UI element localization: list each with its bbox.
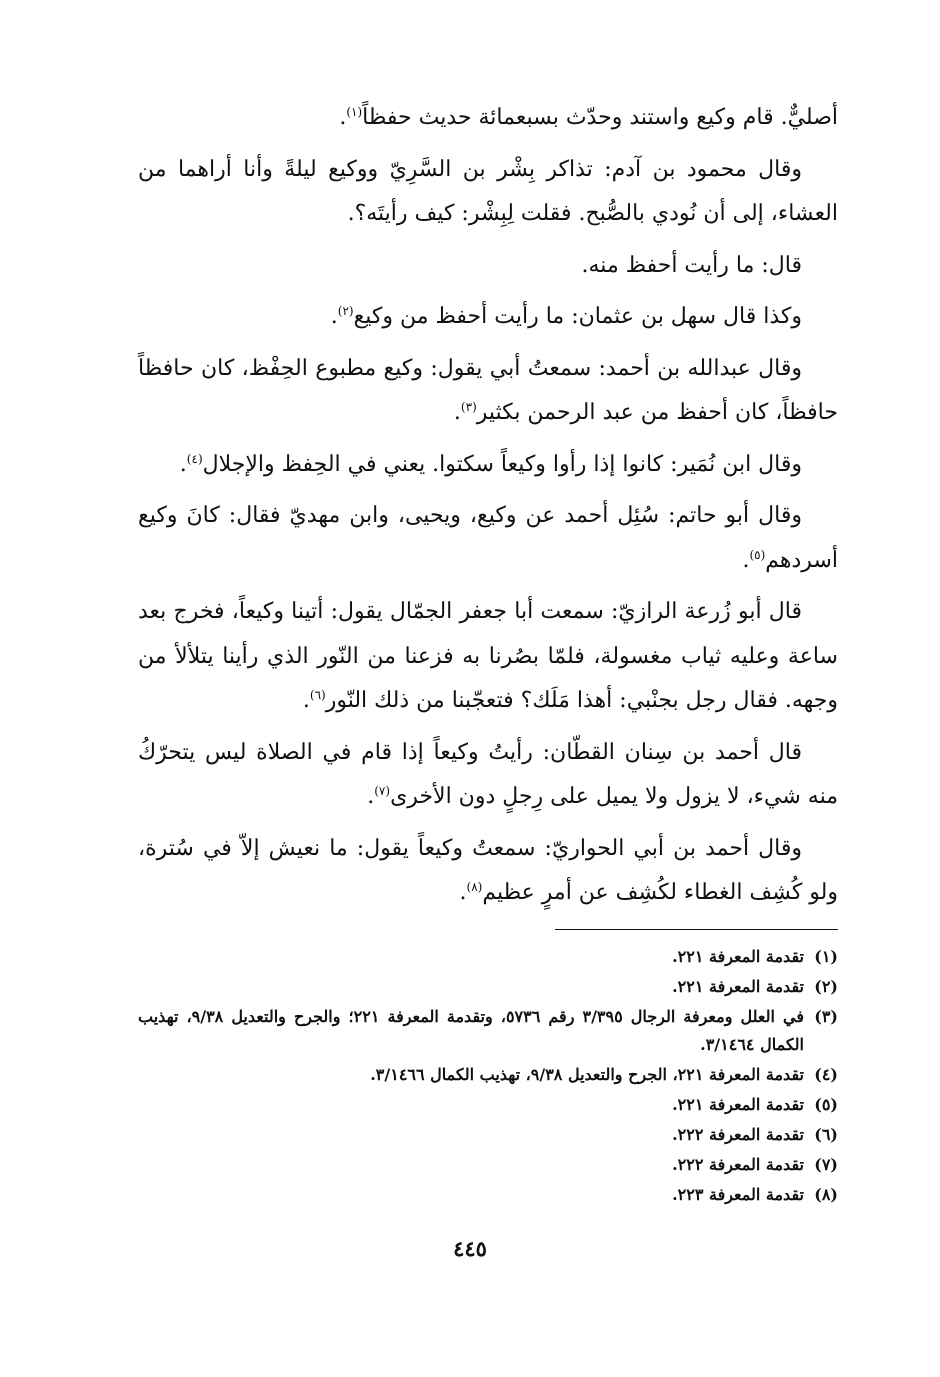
paragraph-text: وقال ابن نُمَير: كانوا إذا رأوا وكيعاً سكتوا. يعني في الحِفظ والإجلال	[202, 451, 802, 477]
footnotes	[138, 943, 838, 1211]
paragraph-end: .	[339, 105, 347, 130]
footnote-item	[138, 943, 838, 971]
footnote-item	[138, 1003, 838, 1059]
paragraph	[138, 295, 838, 340]
footnote-marker: (٨)	[466, 880, 483, 894]
footnote-marker: (٧)	[374, 784, 391, 798]
footnote-item	[138, 1151, 838, 1179]
footnote-number: (٦)	[814, 1125, 838, 1144]
footnote-text: تقدمة المعرفة ٢٢١، الجرح والتعديل ٩/٣٨، تهذيب الكمال ٣/١٤٦٦.	[370, 1065, 804, 1084]
paragraph	[138, 244, 838, 289]
footnote-marker: (١)	[346, 105, 363, 119]
footnote-number: (٢)	[814, 977, 838, 996]
footnote-text: في العلل ومعرفة الرجال ٣/٣٩٥ رقم ٥٧٣٦، وتقدمة المعرفة ٢٢١؛ والجرح والتعديل ٩/٣٨، تهذيب الكمال ٣/١٤٦٤.	[138, 1007, 805, 1054]
footnote-number: (٧)	[814, 1155, 838, 1174]
paragraph	[138, 96, 838, 141]
footnote-marker: (٢)	[337, 304, 354, 318]
paragraph-end: .	[742, 547, 750, 573]
paragraph-text: وقال أحمد بن أبي الحواريّ: سمعتُ وكيعاً يقول: ما نعيش إلاّ في سُترة، ولو كُشِف الغطاء لكُشِف عن أمرٍ عظيم	[138, 835, 838, 905]
footnote-item	[138, 973, 838, 1001]
footnote-text: تقدمة المعرفة ٢٢١.	[672, 947, 804, 966]
footnote-text: تقدمة المعرفة ٢٢٢.	[672, 1125, 804, 1144]
paragraph	[138, 148, 838, 237]
footnote-marker: (٣)	[460, 400, 477, 414]
paragraph-text: وكذا قال سهل بن عثمان: ما رأيت أحفظ من وكيع	[353, 304, 802, 329]
footnote-number: (٥)	[814, 1095, 838, 1114]
paragraph-text: قال: ما رأيت أحفظ منه.	[581, 252, 802, 278]
paragraph	[138, 731, 838, 820]
footnote-marker: (٥)	[749, 547, 766, 562]
footnote-text: تقدمة المعرفة ٢٢٣.	[672, 1185, 804, 1204]
footnote-number: (١)	[814, 947, 838, 966]
paragraph	[138, 443, 838, 488]
footnote-item	[138, 1181, 838, 1209]
footnote-item	[138, 1121, 838, 1149]
paragraph-text: أصليٌّ. قام وكيع واستند وحدّث بسبعمائة حديث حفظاً	[362, 105, 838, 130]
paragraph-end: .	[367, 784, 375, 809]
paragraph-text: قال أحمد بن سِنان القطّان: رأيتُ وكيعاً إذا قام في الصلاة ليس يتحرّكُ منه شيء، لا يزول ولا يميل على رِجلٍ دون الأخرى	[138, 739, 838, 809]
paragraph	[138, 590, 838, 724]
paragraph	[138, 347, 838, 436]
paragraph	[138, 494, 838, 583]
page-number: ٤٤٥	[453, 1236, 487, 1261]
footnote-text: تقدمة المعرفة ٢٢٢.	[672, 1155, 804, 1174]
paragraph	[138, 827, 838, 916]
main-text	[138, 96, 838, 923]
footnote-text: تقدمة المعرفة ٢٢١.	[672, 1095, 804, 1114]
paragraph-end: .	[179, 451, 187, 477]
footnote-marker: (٦)	[309, 688, 326, 702]
paragraph-text: وقال أبو حاتم: سُئِل أحمد عن وكيع، ويحيى، وابن مهديّ فقال: كانَ وكيع أسردهم	[138, 503, 838, 573]
paragraph-text: وقال محمود بن آدم: تذاكر بِشْر بن السَّرِيّ ووكيع ليلةً وأنا أراهما من العشاء، إلى أن نُودي بالصُّبح. فقلت لِبِشْر: كيف رأيتَه؟.	[138, 156, 838, 226]
footnote-item	[138, 1061, 838, 1089]
footnote-number: (٨)	[814, 1185, 838, 1204]
paragraph-text: وقال عبدالله بن أحمد: سمعتُ أبي يقول: وكيع مطبوع الحِفْظ، كان حافظاً حافظاً، كان أحفظ من عبد الرحمن بكثير	[138, 355, 838, 425]
footnote-text: تقدمة المعرفة ٢٢١.	[672, 977, 804, 996]
footnote-number: (٤)	[814, 1065, 838, 1084]
paragraph-end: .	[459, 880, 467, 905]
footnote-item	[138, 1091, 838, 1119]
paragraph-end: .	[453, 400, 461, 425]
paragraph-end: .	[302, 688, 310, 713]
paragraph-text: قال أبو زُرعة الرازيّ: سمعت أبا جعفر الجمّال يقول: أتينا وكيعاً، فخرج بعد ساعة وعليه ثياب مغسولة، فلمّا بصُرنا به فزعنا من النّور الذي رأينا يتلألأ من وجهه. فقال رجل بجنْبي: أهذا مَلَك؟ فتعجّبنا من ذلك النّور	[138, 599, 838, 713]
footnote-marker: (٤)	[186, 451, 203, 466]
paragraph-end: .	[330, 304, 338, 329]
footnote-number: (٣)	[814, 1007, 838, 1026]
footnote-divider	[555, 929, 838, 930]
